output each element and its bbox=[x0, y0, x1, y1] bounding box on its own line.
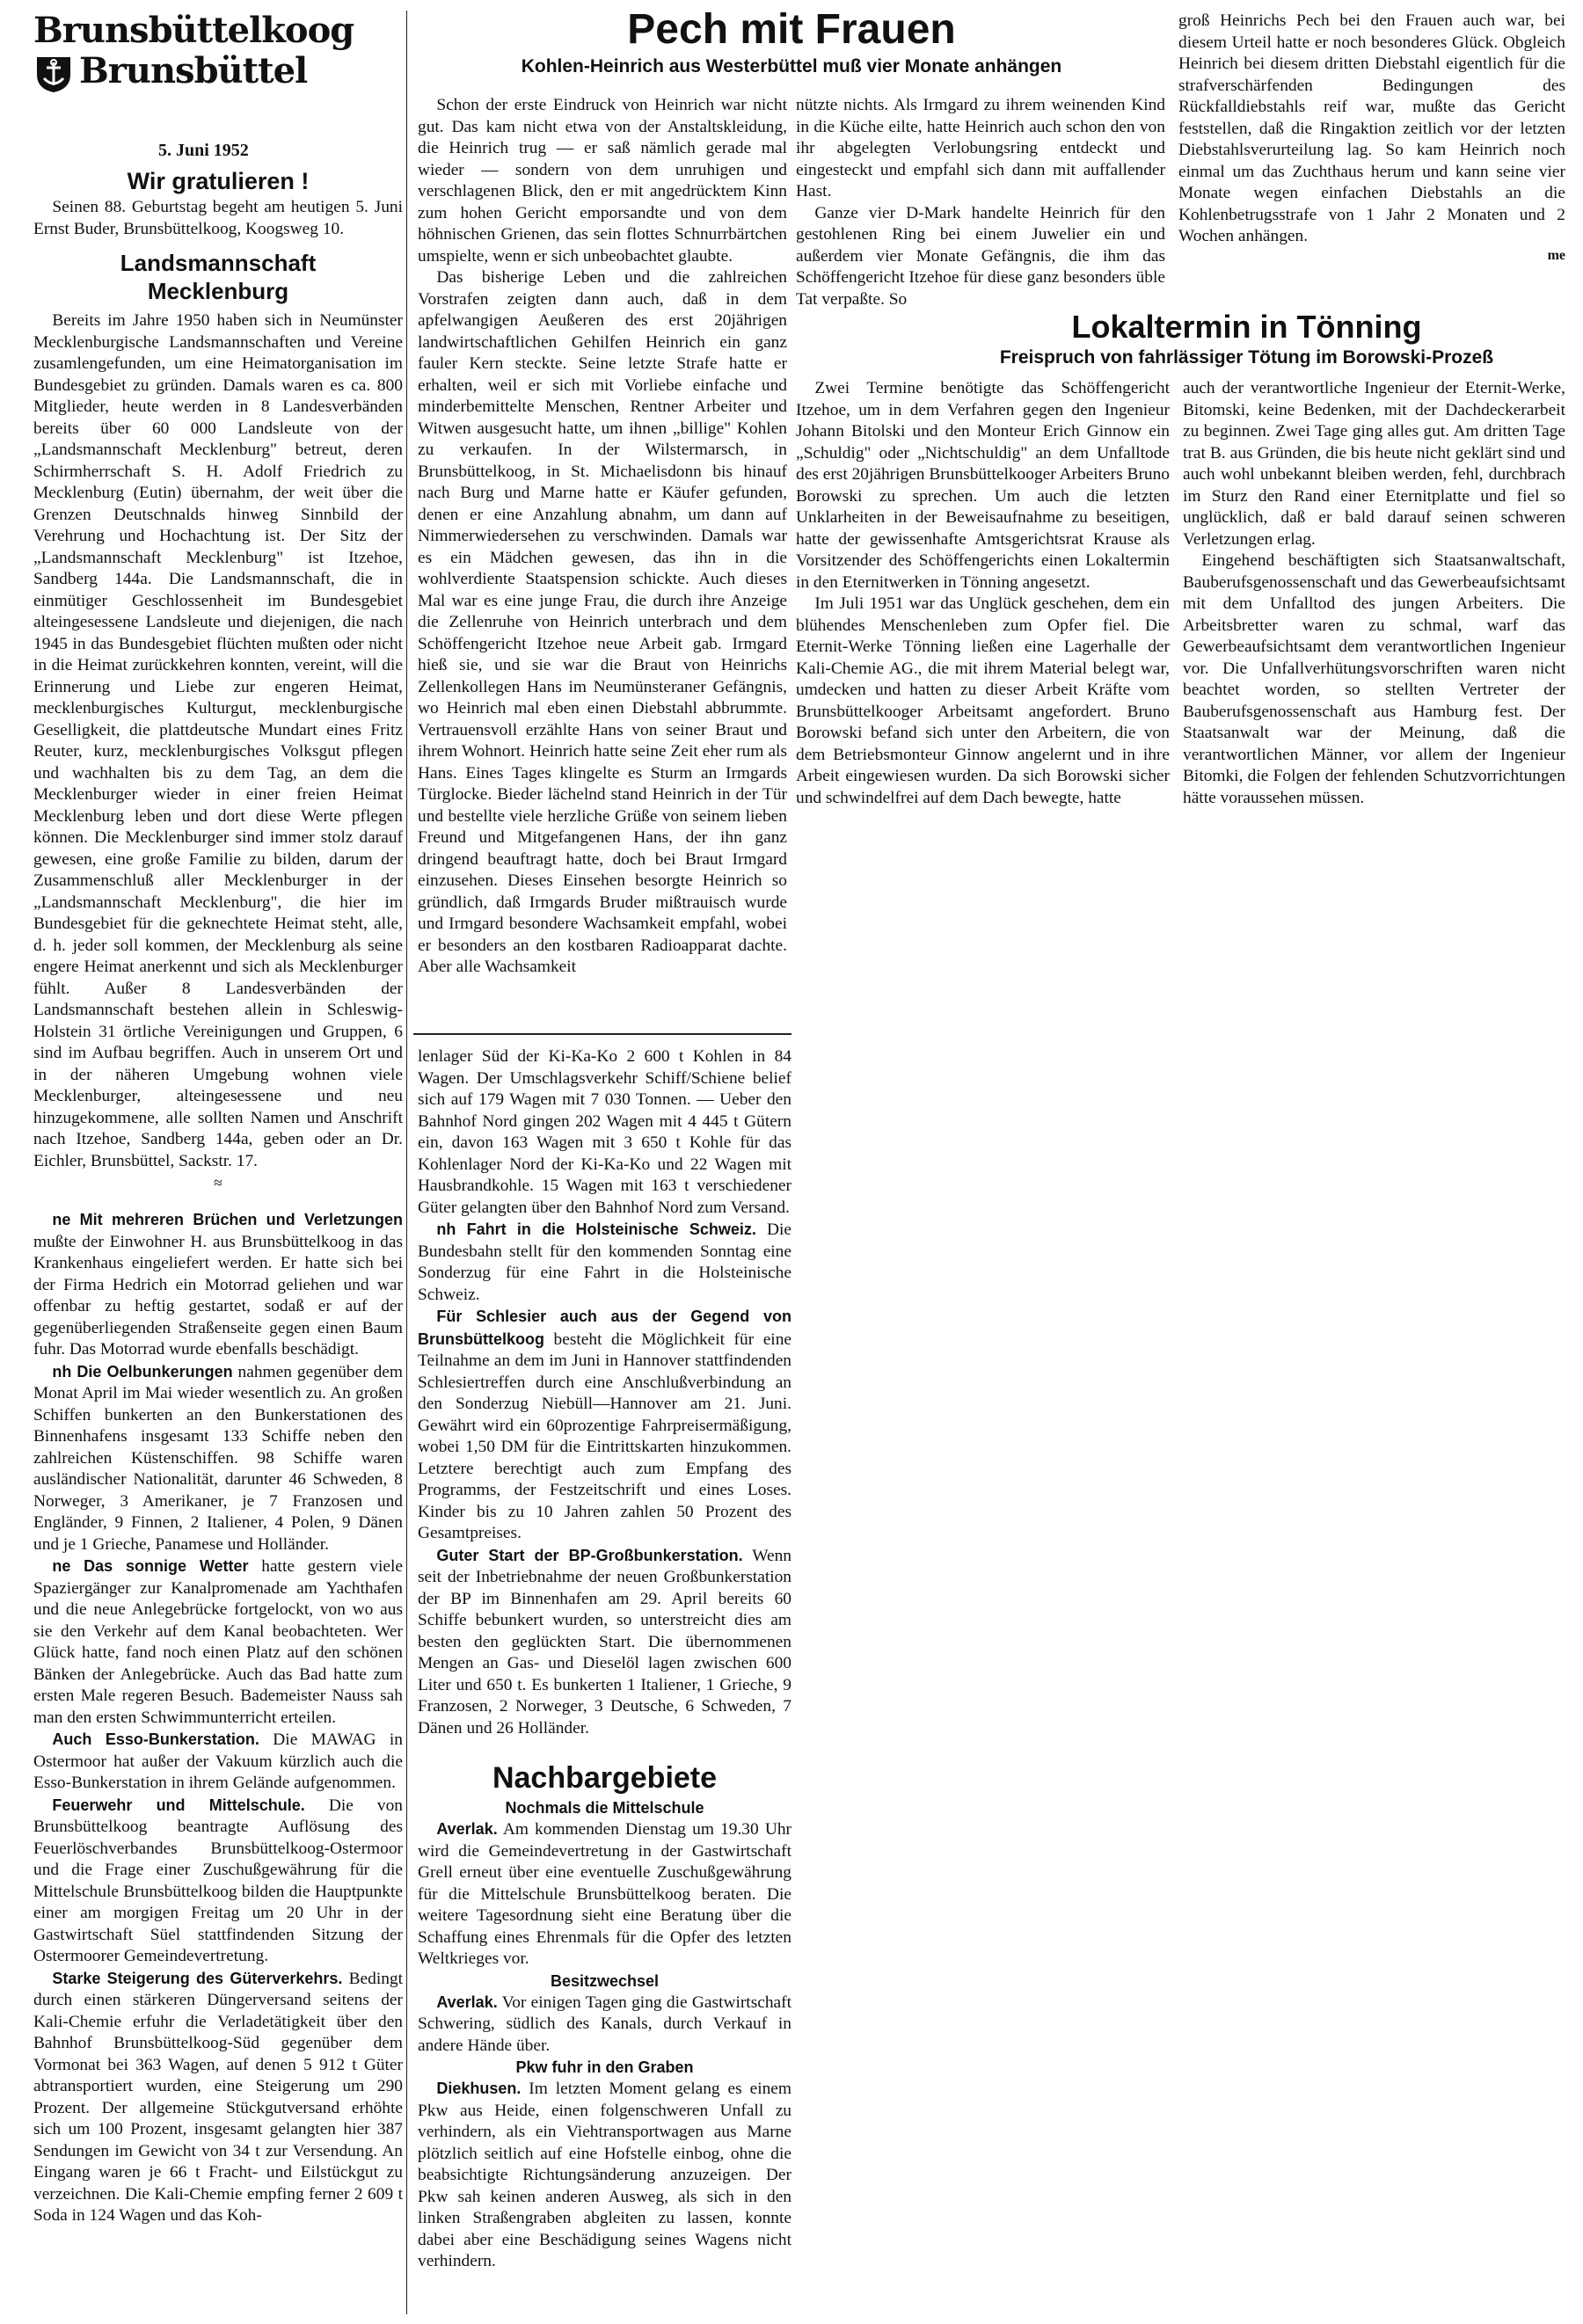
news-text: Die Bundesbahn stellt für den kommenden Sonntag eine Sonderzug für eine Fahrt in die Holsteinische Schweiz. bbox=[418, 1220, 792, 1304]
pech-subheading: Kohlen-Heinrich aus Westerbüttel muß vier Monate anhängen bbox=[521, 56, 1062, 76]
news-item bbox=[33, 1968, 403, 2227]
pech-paragraph-2: Das bisherige Leben und die zahlreichen Vorstrafen zeigten dann auch, daß in dem apfelwangigen Aeußeren des erst 20jährigen landwirtschaftlichen Gehilfen Heinrich ein ganz fauler Kern steckte. Seine letzte Strafe hatte er erhalten, weil er sich mit Vorliebe einfache und minderbemittelte Menschen, Rentner Arbeiter und Witwen ausgesucht hatte, um ihnen „billige" Kohlen zu verkaufen. In der Wilstermarsch, in Brunsbüttelkoog, in St. Michaelisdonn bis hinauf nach Burg und Marne hatte er Käufer gefunden, denen er eine Anzahlung abnahm, um dann auf Nimmerwiedersehen zu verschwinden. Damals war es ein Mädchen gewesen, das ihn in die wohlverdiente Staatspension schickte. Auch dieses Mal war es eine junge Frau, die durch ihre Anzeige die Zellenruhe von Heinrich unterbrach und dem Schöffengericht Itzehoe neue Arbeit gab. Irmgard hieß sie, und sie war die Braut von Heinrichs Zellenkollegen Hans im Neumünsteraner Gefängnis, wo Heinrich mal eben einen Diebstahl abbrummte. Vertrauensvoll erzählte Hans von seiner Braut und ihrem Wohnort. Heinrich hatte seine Zeit eher rum als Hans. Eines Tages klingelte es Sturm an Irmgards Türglocke. Bieder lächelnd stand Heinrich in der Tür und bestellte viele herzliche Grüße von seinem lieben Freund und Mitgefangenen Hans, der ihn ganz dringend beauftragt hatte, doch bei Braut Irmgard einzusehen. Dieses Einsehen besorgte Heinrich so gründlich, daß Irmgards Bruder mißtrauisch wurde und Irmgard besondere Wachsamkeit empfahl, wobei er besonders an den kostbaren Radioapparat dachte. Aber alle Wachsamkeit bbox=[418, 268, 787, 976]
masthead-line-1: Brunsbüttelkoog bbox=[33, 10, 354, 51]
news-lead: Starke Steigerung des Güterverkehrs. bbox=[52, 1969, 343, 1987]
news-lead: Guter Start der BP-Großbunkerstation. bbox=[436, 1546, 743, 1564]
landsmannschaft-heading: Landsmannschaft Mecklenburg bbox=[120, 250, 317, 304]
news-text: nahmen gegenüber dem Monat April im Mai wieder wesentlich zu. An großen Schiffen bunkerten an den Bunkerstationen des Binnenhafens insgesamt 133 Schiffe neben den zahlreichen Küstenschiffen. 98 Schiffe waren ausländischer Nationalität, darunter 46 Schweden, 8 Norweger, 3 Amerikaner, je 7 Franzosen und Engländer, 9 Finnen, 2 Italiener, 4 Polen, 9 Dänen und je 1 Grieche, Panamese und Holländer. bbox=[33, 1362, 403, 1554]
nachbar-item-lead: Diekhusen. bbox=[436, 2080, 522, 2097]
news-text: lenlager Süd der Ki-Ka-Ko 2 600 t Kohlen in 84 Wagen. Der Umschlagsverkehr Schiff/Schiene belief sich auf 179 Wagen mit 7 030 Tonnen. — Ueber den Bahnhof Nord gingen 202 Wagen mit 4 445 t Gütern ein, davon 163 Wagen mit 3 650 t Kohle für das Kohlenlager Nord der Ki-Ka-Ko und 22 Wagen mit Hausbrandkohle. 15 Wagen mit 163 t verschiedener Güter gelangten über den Bahnhof Nord zum Versand. bbox=[418, 1047, 792, 1217]
news-text: Bedingt durch einen stärkeren Düngerversand seitens der Kali-Chemie erfuhr die Verladetätigkeit über den Bahnhof Brunsbüttelkoog-Süd gegenüber dem Vormonat bei 363 Wagen, auf denen 5 912 t Güter abtransportiert wurden, eine Steigerung um 290 Prozent. Der allgemeine Stückgutversand erhöhte sich um 100 Prozent, insgesamt gelangten hier 387 Sendungen im Gewicht von 34 t zur Versendung. An Eingang waren je 66 t Fracht- und Eilstückgut zu verzeichnen. Die Kali-Chemie empfing ferner 2 609 t Soda in 124 Wagen und das Koh- bbox=[33, 1969, 403, 2225]
nachbar-item bbox=[418, 2057, 792, 2273]
news-item bbox=[418, 1046, 792, 1219]
gratulation-heading: Wir gratulieren ! bbox=[127, 168, 310, 194]
pech-header bbox=[413, 4, 1170, 78]
news-lead: nh Die Oelbunkerungen bbox=[52, 1362, 233, 1381]
lokaltermin-col-1 bbox=[796, 378, 1170, 809]
pech-paragraph-5: groß Heinrichs Pech bei den Frauen auch war, bei diesem Urteil hatte er noch besonderes Glück. Obgleich Heinrich bei diesem dritten Diebstahl eigentlich für die strafverschärfenden Bedingungen des Rückfalldiebstahls reif war, mußte das Gericht feststellen, daß die Ringaktion zeitlich vor der letzten Diebstahlsverurteilung lag. So kam Heinrich noch einmal um das Zuchthaus herum und kann seine vier Monate wegen einfachen Diebstahls an die Kohlenbetrugsstrafe von 1 Jahr 2 Monaten und 2 Wochen anhängen. bbox=[1178, 11, 1565, 245]
lokaltermin-heading: Lokaltermin in Tönning bbox=[1071, 309, 1422, 345]
news-lead: Feuerwehr und Mittelschule. bbox=[52, 1796, 305, 1814]
masthead-line-2 bbox=[33, 51, 385, 94]
news-item bbox=[33, 1361, 403, 1556]
nachbar-heading: Nachbargebiete bbox=[492, 1761, 718, 1795]
masthead bbox=[33, 11, 385, 94]
landsmannschaft-text: Bereits im Jahre 1950 haben sich in Neumünster Mecklenburgische Landsmannschaften und Vereine zusamlengefunden, um eine Heimatorganisation im Bundesgebiet zu gründen. Damals waren es ca. 800 Mitglieder, heute werden in 8 Landesverbänden bereits über 60 000 Landsleute von der „Landsmannschaft Mecklenburg" betreut, deren Schirmherrschaft S. H. Adolf Friedrich zu Mecklenburg (Eutin) übernahm, der weit über die Grenzen Deutschnalds hinweg Sinnbild der Verehrung und Hochachtung ist. Der Sitz der „Landsmannschaft Mecklenburg" ist Itzehoe, Sandberg 144a. Die Landsmannschaft, die in einmütiger Geschlossenheit im Bundesgebiet alteingesessene Landsleute und diejenigen, die nach 1945 in das Bundesgebiet flüchten mußten oder nicht in die Heimat zurückkehren konnten, vereint, will die Erinnerung und Liebe zur engeren Heimat, mecklenburgisches Kulturgut, mecklenburgische Geselligkeit, die plattdeutsche Mundart eines Fritz Reuter, kurz, mecklenburgisches Volksgut pflegen und wachhalten bis zu dem Tag, an dem die Mecklenburger wieder in einer freien Heimat Mecklenburg leben und dort diese Werte pflegen können. Die Mecklenburger sind immer stolz darauf gewesen, eine große Familie zu bilden, darum der Zusammenschluß aller Mecklenburger in der „Landsmannschaft Mecklenburg", die hier im Bundesgebiet für die geknechtete Heimat steht, alle, d. h. jeder soll kommen, der Mecklenburg als seine engere Heimat anerkennt und sich als Mecklenburger fühlt. Außer 8 Landesverbänden der Landsmannschaft bestehen allein in Schleswig-Holstein 31 örtliche Vereinigungen und Gruppen, 6 sind im Aufbau begriffen. Auch in unserem Ort und in der näheren Umgebung wohnen viele Mecklenburger, alteingesessene und neu hinzugekommene, alle sollten Namen und Anschrift nach Itzehoe, Sandberg 144a, geben oder an Dr. Eichler, Brunsbüttel, Sackstr. 17. bbox=[33, 311, 403, 1170]
news-text: mußte der Einwohner H. aus Brunsbüttelkoog in das Krankenhaus eingeliefert werden. Er hatte sich bei der Firma Hedrich ein Motorrad geliehen und war offenbar zu heftig gestartet, sodaß er auf der gegenüberliegenden Straßenseite gegen einen Baum fuhr. Das Motorrad wurde ebenfalls beschädigt. bbox=[33, 1232, 403, 1359]
news-item bbox=[418, 1219, 792, 1306]
news-lead: Für Schlesier auch aus der Gegend von Brunsbüttelkoog bbox=[418, 1308, 792, 1348]
pech-paragraph-1: Schon der erste Eindruck von Heinrich war nicht gut. Das kam nicht etwa von der Anstaltskleidung, die Heinrich trug — er saß nämlich gerade mal wieder — sondern von dem unruhigen und verschlagenen Blick, den er mit angedrücktem Kinn zum hohen Gericht emporsandte und von dem höhnischen Grienen, das sein flottes Schnurrbärtchen umspielte, wenn er sich unbeobachtet glaubte. bbox=[418, 96, 787, 266]
nachbar-item-text: Vor einigen Tagen ging die Gastwirtschaft Schwering, südlich des Kanals, durch Verkauf in andere Hände über. bbox=[418, 1993, 792, 2055]
pech-col-2 bbox=[796, 95, 1165, 310]
pech-paragraph-3: nützte nichts. Als Irmgard zu ihrem weinenden Kind in die Küche eilte, hatte Heinrich auch schon den von ihr abgelegten Verlobungsring entdeckt und eingesteckt und empfahl sich dann mit auffallender Hast. bbox=[796, 96, 1165, 200]
news-item bbox=[33, 1555, 403, 1729]
pech-heading: Pech mit Frauen bbox=[627, 6, 956, 53]
news-lead: nh Fahrt in die Holsteinische Schweiz. bbox=[436, 1220, 756, 1238]
nachbar-item-title: Besitzwechsel bbox=[550, 1971, 660, 1990]
column-rule bbox=[413, 1033, 792, 1035]
pech-paragraph-4: Ganze vier D-Mark handelte Heinrich für den gestohlenen Ring bei einem Juwelier ein und außerdem vier Monate Gefängnis, die ihm das Schöffengericht Itzehoe für diese ganz besonders üble Tat verpaßte. So bbox=[796, 203, 1165, 309]
pech-col-1 bbox=[418, 95, 787, 979]
news-text: Die MAWAG in Ostermoor hat außer der Vakuum kürzlich auch die Esso-Bunkerstation in ihrem Gelände aufgenommen. bbox=[33, 1730, 403, 1792]
news-item bbox=[418, 1306, 792, 1545]
left-column-top bbox=[33, 165, 403, 1193]
issue-date: 5. Juni 1952 bbox=[158, 141, 249, 160]
news-text: Wenn seit der Inbetriebnahme der neuen Großbunkerstation der BP im Binnenhafen am 29. April bereits 60 Schiffe bebunkert wurden, so unterstreicht dies am besten den geglückten Start. Die übernommenen Mengen an Gas- und Dieselöl lagen zwischen 600 Liter und 650 t. Es bunkerten 1 Italiener, 1 Grieche, 9 Franzosen, 2 Norweger, 3 Deutsche, 6 Schweden, 7 Dänen und 26 Holländer. bbox=[418, 1546, 792, 1738]
news-text: besteht die Möglichkeit für eine Teilnahme an dem im Juni in Hannover stattfindenden Schlesiertreffen durch eine Anschlußverbindung an den Sonderzug Niebüll—Hannover am 21. Juni. Gewährt wird ein 60prozentige Fahrpreisermäßigung, wobei 1,50 DM für die Eintrittskarten hinzukommen. Letztere berechtigt auch zum Empfang des Programms, der Festzeitschrift und eines Loses. Kinder bis zu 10 Jahren zahlen 50 Prozent des Gesamtpreises. bbox=[418, 1330, 792, 1542]
lokaltermin-paragraph-1: Zwei Termine benötigte das Schöffengericht Itzehoe, um in dem Verfahren gegen den Ingenieur Johann Bitolski und den Monteur Erich Ginnow ein „Schuldig" oder „Nichtschuldig" an dem Unfalltode des erst 20jährigen Brunsbüttelkooger Arbeiters Bruno Borowski zu sprechen. Um auch die letzten Unklarheiten in der Beweisaufnahme zu beseitigen, hatte der gewissenhafte Amtsgerichtsrat Krause als Vorsitzender des Schöffengerichts einen Lokaltermin in den Eternitwerken in Tönning angesetzt. bbox=[796, 379, 1170, 592]
news-text: hatte gestern viele Spaziergänger zur Kanalpromenade am Yachthafen und die neue Anlegebrücke fortgelockt, von wo aus sie den Verkehr auf dem Kanal beobachteten. Wer Glück hatte, fand noch einen Platz auf den schönen Bänken der Anlegebrücke. Auch das Bad hatte zum ersten Male regeren Besuch. Bademeister Nauss sah man den ersten Schwimmunterricht erteilen. bbox=[33, 1557, 403, 1727]
lokaltermin-header bbox=[796, 308, 1565, 369]
local-news-mid bbox=[418, 1046, 792, 2273]
news-item bbox=[33, 1729, 403, 1795]
local-news-left bbox=[33, 1209, 403, 2227]
pech-signoff: me bbox=[1547, 247, 1565, 263]
section-divider: ≈ bbox=[214, 1174, 222, 1191]
lokaltermin-paragraph-3: auch der verantwortliche Ingenieur der Eternit-Werke, Bitomski, keine Bedenken, mit der Dachdeckerarbeit zu beginnen. Zwei Tage ging alles gut. Am dritten Tage trat B. aus Gründen, die bis heute nicht geklärt sind und auch wohl unbekannt bleiben werden, fehl, durchbrach im Sturz den Rand einer Eternitplatte und fiel so unglücklich, daß er bald darauf seinen schweren Verletzungen erlag. bbox=[1183, 379, 1565, 549]
news-item bbox=[418, 1545, 792, 1740]
lokaltermin-subheading: Freispruch von fahrlässiger Tötung im Borowski-Prozeß bbox=[999, 347, 1494, 368]
nachbar-item bbox=[418, 1971, 792, 2058]
pech-col-3 bbox=[1178, 11, 1565, 264]
nachbar-item-title: Nochmals die Mittelschule bbox=[505, 1799, 704, 1817]
lokaltermin-col-2 bbox=[1183, 378, 1565, 809]
news-item bbox=[33, 1795, 403, 1968]
gratulation-text: Seinen 88. Geburtstag begeht am heutigen 5. Juni Ernst Buder, Brunsbüttelkoog, Koogsweg 10. bbox=[33, 198, 403, 238]
nachbar-item-text: Im letzten Moment gelang es einem Pkw aus Heide, einen folgenschweren Unfall zu verhindern, als ein Viehtransportwagen aus Marne plötzlich seitlich auf eine Hofstelle einbog, ohne die beabsichtigte Richtungsänderung anzuzeigen. Der Pkw sah keinen anderen Ausweg, als sich in den linken Straßengraben abgleiten zu lassen, konnte dabei aber eine Beschädigung seines Wagens nicht verhindern. bbox=[418, 2080, 792, 2270]
nachbar-item bbox=[418, 1797, 792, 1971]
news-lead: ne Das sonnige Wetter bbox=[52, 1557, 249, 1575]
nachbar-item-lead: Averlak. bbox=[436, 1993, 498, 2011]
news-text: Die von Brunsbüttelkoog beantragte Auflösung des Feuerlöschverbandes Brunsbüttelkoog-Ostermoor und die Frage einer Zuschußgewährung für die Mittelschule Brunsbüttelkoog bilden die Hauptpunkte einer am morgigen Freitag um 20 Uhr in der Gastwirtschaft Süel stattfindenden Sitzung der Ostermoorer Gemeindevertretung. bbox=[33, 1796, 403, 1965]
nachbar-item-title: Pkw fuhr in den Graben bbox=[515, 2058, 694, 2076]
anchor-shield-crest-icon bbox=[33, 54, 74, 94]
news-item bbox=[33, 1209, 403, 1361]
news-lead: ne Mit mehreren Brüchen und Verletzungen bbox=[52, 1211, 403, 1228]
news-lead: Auch Esso-Bunkerstation. bbox=[52, 1730, 259, 1748]
nachbar-item-text: Am kommenden Dienstag um 19.30 Uhr wird die Gemeindevertretung in der Gastwirtschaft Grell erneut über eine eventuelle Zuschußgewährung für die Mittelschule Brunsbüttelkoog beraten. Die weitere Tagesordnung sieht eine Beratung über die Schaffung eines Ehrenmals für die Opfer des letzten Weltkrieges vor. bbox=[418, 1820, 792, 1968]
masthead-line-2-text: Brunsbüttel bbox=[79, 50, 308, 91]
nachbar-item-lead: Averlak. bbox=[436, 1820, 498, 1838]
lokaltermin-paragraph-4: Eingehend beschäftigten sich Staatsanwaltschaft, Bauberufsgenossenschaft und das Gewerbeaufsichtsamt mit dem Unfalltod des jungen Arbeiters. Die Arbeitsbretter waren zu schmal, warf das Gewerbeaufsichtsamt dem verantwortlichen Ingenieur vor. Die Unfallverhütungsvorschriften waren nicht beachtet worden, so stellten Vertreter der Bauberufsgenossenschaft aus Hamburg fest. Der Staatsanwalt war der Meinung, daß die verantwortlichen Männer, vor allem der Ingenieur Bitomki, die Folgen der fehlenden Schutzvorrichtungen hätte voraussehen müssen. bbox=[1183, 551, 1565, 807]
column-rule-vertical bbox=[406, 11, 407, 2314]
lokaltermin-paragraph-2: Im Juli 1951 war das Unglück geschehen, dem ein blühendes Menschenleben zum Opfer fiel. Die Eternit-Werke Tönning ließen eine Lagerhalle der Kali-Chemie AG., die mit ihrem Material belegt war, umdecken und hatten zu dieser Arbeit Kräfte vom Brunsbüttelkooger Arbeitsamt angefordert. Bruno Borowski befand sich unter den Arbeitern, die von dem Betriebsmonteur Ginnow angelernt und in ihre Arbeit eingewiesen wurden. Da sich Borowski sicher und schwindelfrei auf dem Dach bewegte, hatte bbox=[796, 594, 1170, 807]
